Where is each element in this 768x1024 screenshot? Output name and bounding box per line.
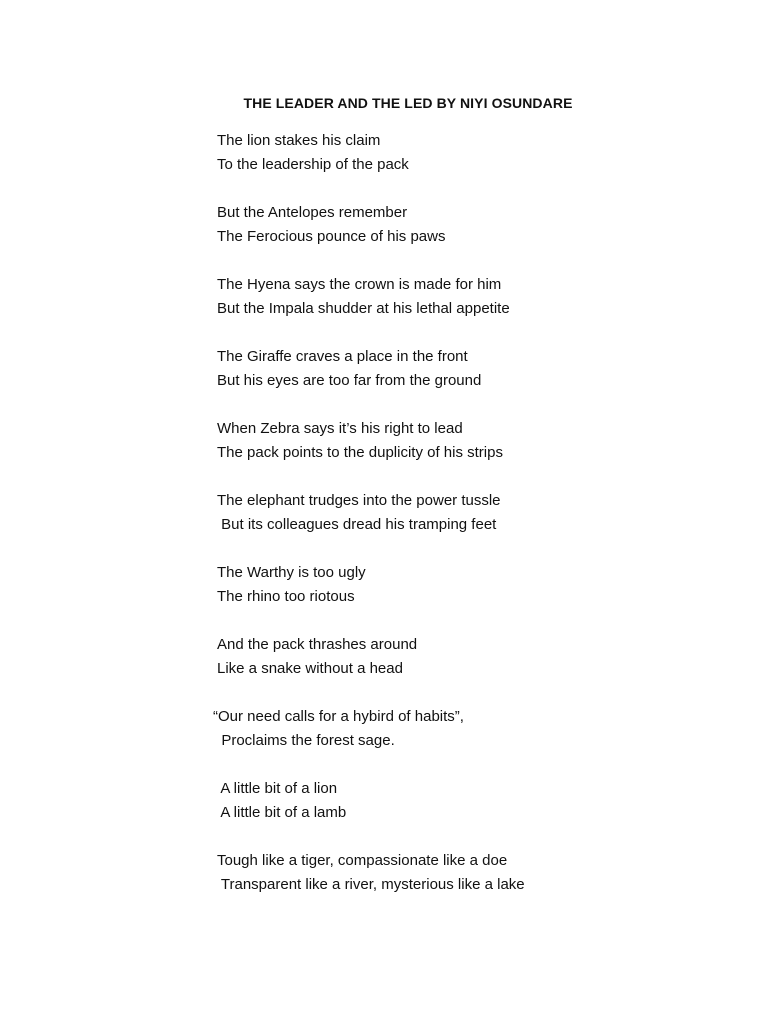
- poem-body: [213, 129, 737, 921]
- poem-line: But its colleagues dread his tramping feet: [217, 516, 497, 533]
- poem-line: “Our need calls for a hybird of habits”,: [213, 708, 464, 725]
- poem-line: To the leadership of the pack: [217, 156, 409, 173]
- poem-line: Tough like a tiger, compassionate like a doe: [217, 852, 508, 869]
- poem-line: The elephant trudges into the power tussle: [217, 492, 501, 509]
- poem-line: A little bit of a lamb: [217, 804, 347, 821]
- poem-title: THE LEADER AND THE LED BY NIYI OSUNDARE: [243, 95, 573, 111]
- poem-line: The Warthy is too ugly: [217, 564, 366, 581]
- stanza: [217, 561, 737, 609]
- poem-line: The rhino too riotous: [217, 588, 355, 605]
- poem-line: Proclaims the forest sage.: [213, 732, 395, 749]
- stanza: [217, 129, 737, 177]
- poem-line: Like a snake without a head: [217, 660, 403, 677]
- stanza: [217, 489, 737, 537]
- stanza: [217, 201, 737, 249]
- stanza: [217, 633, 737, 681]
- stanza: [217, 417, 737, 465]
- poem-line: Transparent like a river, mysterious like a lake: [217, 876, 525, 893]
- poem-line: The Ferocious pounce of his paws: [217, 228, 446, 245]
- stanza: [217, 273, 737, 321]
- poem-line: When Zebra says it’s his right to lead: [217, 420, 463, 437]
- poem-line: But the Impala shudder at his lethal appetite: [217, 300, 510, 317]
- poem-line: A little bit of a lion: [217, 780, 338, 797]
- poem-line: The Hyena says the crown is made for him: [217, 276, 502, 293]
- poem-line: But his eyes are too far from the ground: [217, 372, 482, 389]
- poem-line: The Giraffe craves a place in the front: [217, 348, 468, 365]
- poem-line: And the pack thrashes around: [217, 636, 418, 653]
- stanza: [217, 849, 737, 897]
- stanza: [213, 705, 737, 753]
- poem-line: The lion stakes his claim: [217, 132, 381, 149]
- stanza: [217, 777, 737, 825]
- stanza: [217, 345, 737, 393]
- poem-line: The pack points to the duplicity of his strips: [217, 444, 503, 461]
- poem-line: But the Antelopes remember: [217, 204, 408, 221]
